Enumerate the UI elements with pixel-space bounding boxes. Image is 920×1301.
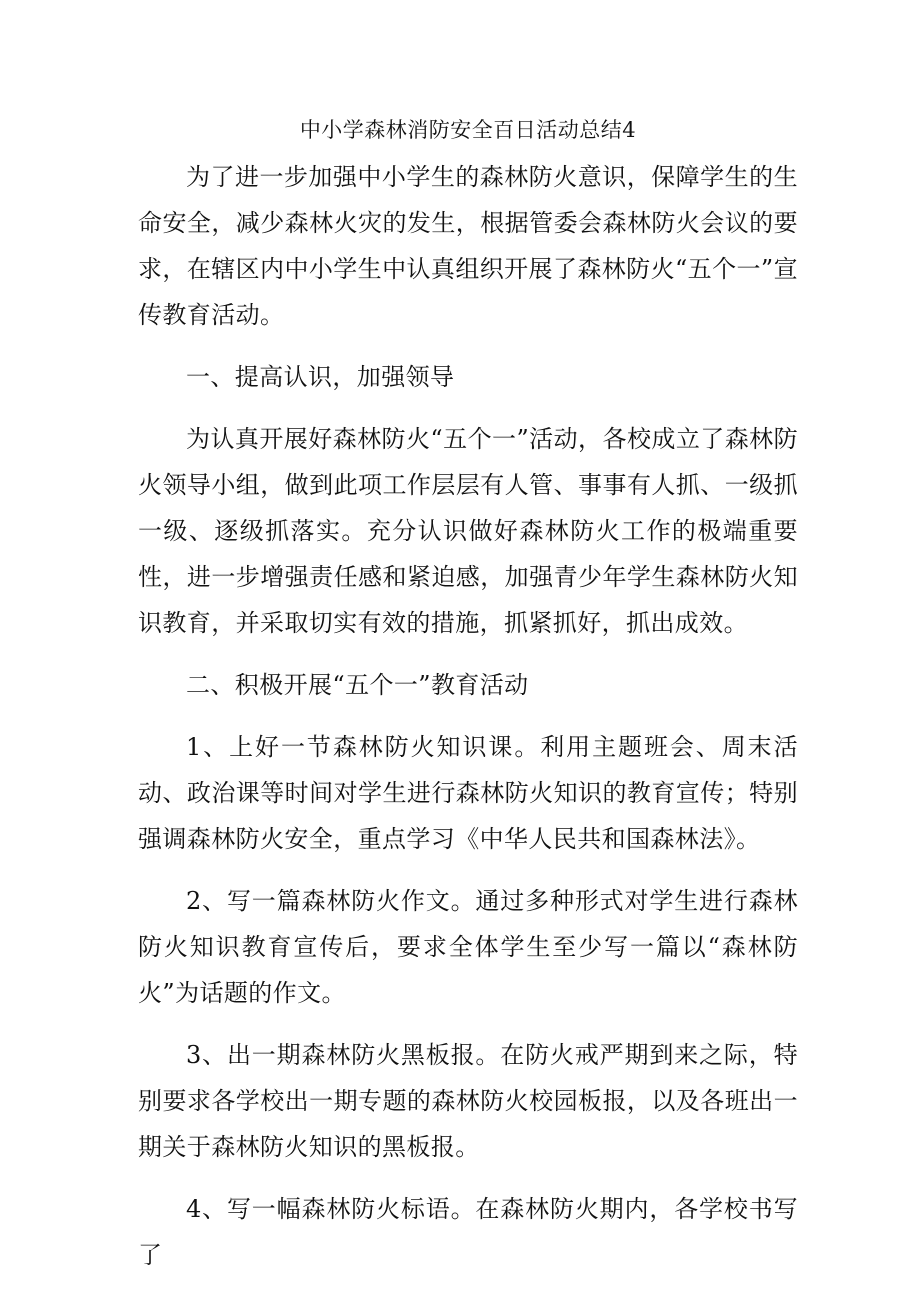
paragraph-leadership: 为认真开展好森林防火“五个一”活动，各校成立了森林防火领导小组，做到此项工作层层有人管、事事有人抓、一级抓一级、逐级抓落实。充分认识做好森林防火工作的极端重要性，进一步增强责任感和紧迫感，加强青少年学生森林防火知识教育，并采取切实有效的措施，抓紧抓好，抓出成效。 xyxy=(138,425,798,637)
paragraph-intro: 为了进一步加强中小学生的森林防火意识，保障学生的生命安全，减少森林火灾的发生，根据管委会森林防火会议的要求，在辖区内中小学生中认真组织开展了森林防火“五个一”宣传教育活动。 xyxy=(138,163,798,329)
document-title: 中小学森林消防安全百日活动总结4 xyxy=(299,118,637,142)
document-page xyxy=(138,112,798,1294)
paragraph-item-4: 4、写一幅森林防火标语。在森林防火期内，各学校书写了 xyxy=(138,1195,798,1269)
section-heading-1: 一、提高认识，加强领导 xyxy=(186,363,455,391)
paragraph-item-3: 3、出一期森林防火黑板报。在防火戒严期到来之际，特别要求各学校出一期专题的森林防火校园板报，以及各班出一期关于森林防火知识的黑板报。 xyxy=(138,1041,798,1161)
paragraph-item-1: 1、上好一节森林防火知识课。利用主题班会、周末活动、政治课等时间对学生进行森林防火知识的教育宣传；特别强调森林防火安全，重点学习《中华人民共和国森林法》。 xyxy=(138,733,798,853)
paragraph-item-2: 2、写一篇森林防火作文。通过多种形式对学生进行森林防火知识教育宣传后，要求全体学生至少写一篇以“森林防火”为话题的作文。 xyxy=(138,887,798,1007)
section-heading-2: 二、积极开展“五个一”教育活动 xyxy=(186,671,529,699)
